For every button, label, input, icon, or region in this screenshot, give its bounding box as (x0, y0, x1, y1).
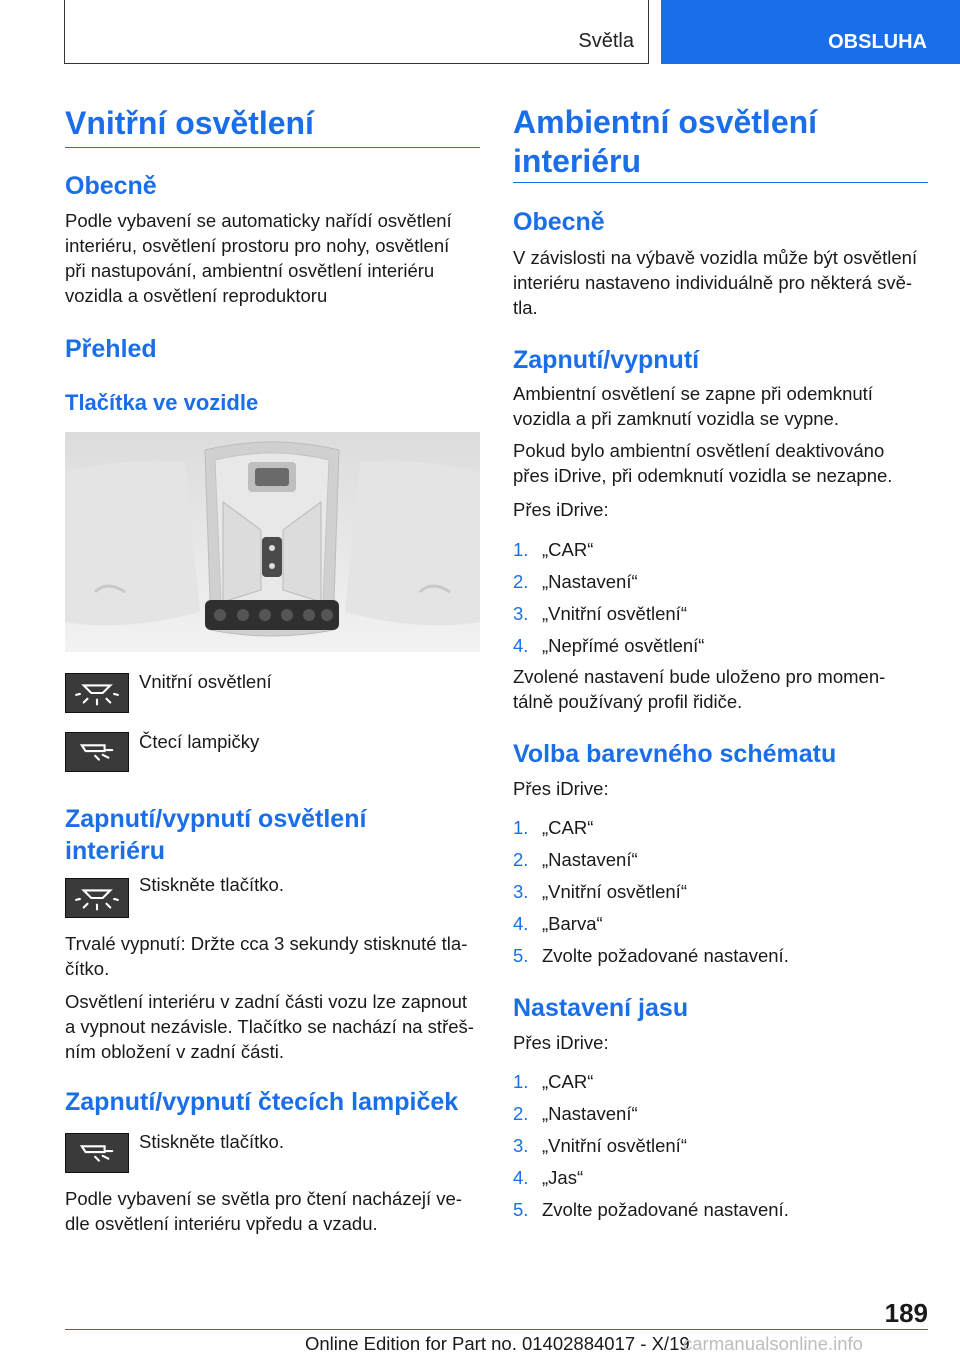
via-idrive-1: Přes iDrive: (513, 499, 609, 520)
reading-press-text: Stiskněte tlačítko. (139, 1131, 284, 1152)
right-general-heading: Obecně (513, 208, 605, 236)
right-general-text: V závislosti na výbavě vozidla může být osvětlení interiéru nastaveno individuálně pro některá svě- tla. (513, 247, 918, 318)
color-heading: Volba barevného schématu (513, 740, 837, 768)
onoff-p2: Osvětlení interiéru v zadní části vozu lze zapnout a vypnout nezávisle. Tlačítko se nachází na střeš- ním obložení v zadní části. (65, 991, 474, 1062)
interior-light-icon (65, 878, 129, 918)
reading-heading: Zapnutí/vypnutí čtecích lampiček (65, 1088, 459, 1116)
buttons-heading: Tlačítka ve vozidle (65, 390, 259, 415)
left-general-heading: Obecně (65, 172, 157, 200)
onoff-p1: Trvalé vypnutí: Držte cca 3 sekundy stisknuté tla- čítko. (65, 933, 468, 979)
left-general-text: Podle vybavení se automaticky nařídí osvětlení interiéru, osvětlení prostoru pro nohy, osvětlení při nastupování, ambientní osvětlení interiéru vozidla a osvětlení reproduktoru (65, 210, 452, 306)
left-title: Vnitřní osvětlení (65, 105, 314, 141)
brightness-heading: Nastavení jasu (513, 994, 689, 1022)
chapter-tab-label: OBSLUHA (828, 31, 927, 53)
reading-light-icon (65, 732, 129, 772)
right-title-rule (513, 182, 928, 183)
reading-light-label: Čtecí lampičky (139, 731, 260, 752)
onoff-press-text: Stiskněte tlačítko. (139, 874, 284, 895)
section-title: Světla (578, 30, 634, 52)
via-idrive-3: Přes iDrive: (513, 1032, 609, 1053)
right-onoff-p1: Ambientní osvětlení se zapne při odemknutí vozidla a při zamknutí vozidla se vypne. (513, 383, 873, 429)
interior-light-label: Vnitřní osvětlení (139, 671, 272, 692)
chapter-tab (661, 0, 960, 64)
onoff-heading: Zapnutí/vypnutí osvětlení interiéru (65, 805, 367, 865)
interior-light-icon (65, 673, 129, 713)
right-onoff-p2: Pokud bylo ambientní osvětlení deaktivováno přes iDrive, při odemknutí vozidla se nezapne. (513, 440, 893, 486)
saved-text: Zvolené nastavení bude uloženo pro momen- tálně používaný profil řidiče. (513, 666, 886, 712)
right-onoff-heading: Zapnutí/vypnutí (513, 346, 700, 374)
header-frame (64, 0, 649, 64)
overview-heading: Přehled (65, 335, 157, 363)
reading-light-icon (65, 1133, 129, 1173)
reading-p: Podle vybavení se světla pro čtení nacházejí ve- dle osvětlení interiéru vpředu a vzadu. (65, 1188, 462, 1234)
right-title: Ambientní osvětlení interiéru (513, 104, 818, 179)
edition-text: Online Edition for Part no. 01402884017 - X/19 (305, 1333, 690, 1354)
footer-rule (65, 1329, 928, 1330)
via-idrive-2: Přes iDrive: (513, 778, 609, 799)
page-number: 189 (884, 1298, 928, 1328)
roof-console-photo (65, 432, 480, 652)
left-title-rule (65, 147, 480, 148)
watermark: carmanualsonline.info (683, 1333, 863, 1354)
